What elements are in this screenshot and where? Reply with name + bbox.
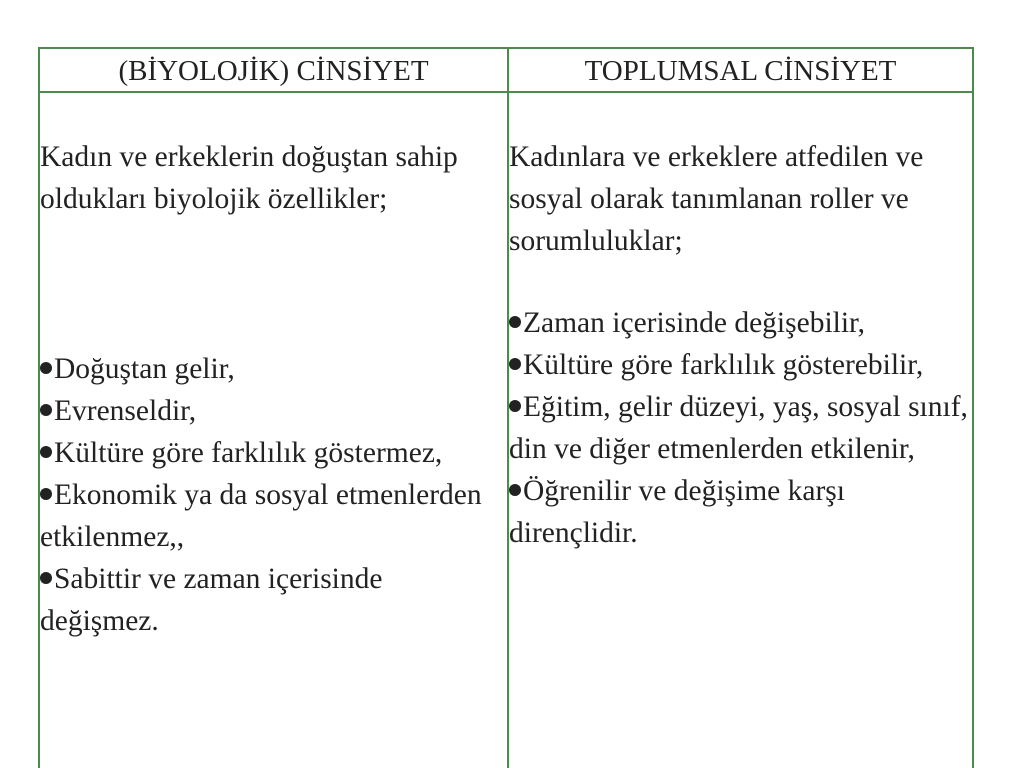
- list-item-text: Ekonomik ya da sosyal etmenlerden etkilenmez,,: [40, 479, 482, 553]
- comparison-table: [38, 47, 974, 768]
- bullet-icon: [40, 572, 52, 584]
- list-item-text: Zaman içerisinde değişebilir,: [523, 307, 866, 339]
- list-item-text: Kültüre göre farklılık gösterebilir,: [523, 349, 924, 381]
- list-item-text: Doğuştan gelir,: [54, 353, 235, 385]
- bullet-icon: [509, 316, 521, 328]
- header-biological-sex: (BİYOLOJİK) CİNSİYET: [118, 55, 429, 87]
- list-item: [40, 474, 500, 558]
- header-divider: [40, 91, 972, 93]
- bullet-icon: [40, 362, 52, 374]
- list-item-text: Eğitim, gelir düzeyi, yaş, sosyal sınıf, din ve diğer etmenlerden etkilenir,: [509, 391, 968, 465]
- list-item: [509, 344, 975, 386]
- list-item: [509, 302, 975, 344]
- bullet-icon: [40, 446, 52, 458]
- bullet-icon: [40, 488, 52, 500]
- list-item: [509, 386, 975, 470]
- list-item-text: Kültüre göre farklılık göstermez,: [54, 437, 443, 469]
- left-intro-text: Kadın ve erkeklerin doğuştan sahip oldukları biyolojik özellikler;: [40, 141, 458, 215]
- right-list: [509, 302, 975, 554]
- list-item: [40, 558, 500, 642]
- list-item: [40, 348, 500, 390]
- list-item: [509, 470, 975, 554]
- list-item: [40, 390, 500, 432]
- header-social-gender: TOPLUMSAL CİNSİYET: [584, 55, 897, 87]
- left-list: [40, 348, 500, 642]
- bullet-icon: [509, 400, 521, 412]
- right-intro-text: Kadınlara ve erkeklere atfedilen ve sosyal olarak tanımlanan roller ve sorumluluklar;: [509, 141, 924, 257]
- bullet-icon: [509, 358, 521, 370]
- list-item-text: Öğrenilir ve değişime karşı dirençlidir.: [509, 475, 845, 549]
- list-item-text: Sabittir ve zaman içerisinde değişmez.: [40, 563, 383, 637]
- bullet-icon: [40, 404, 52, 416]
- list-item-text: Evrenseldir,: [54, 395, 197, 427]
- list-item: [40, 432, 500, 474]
- bullet-icon: [509, 484, 521, 496]
